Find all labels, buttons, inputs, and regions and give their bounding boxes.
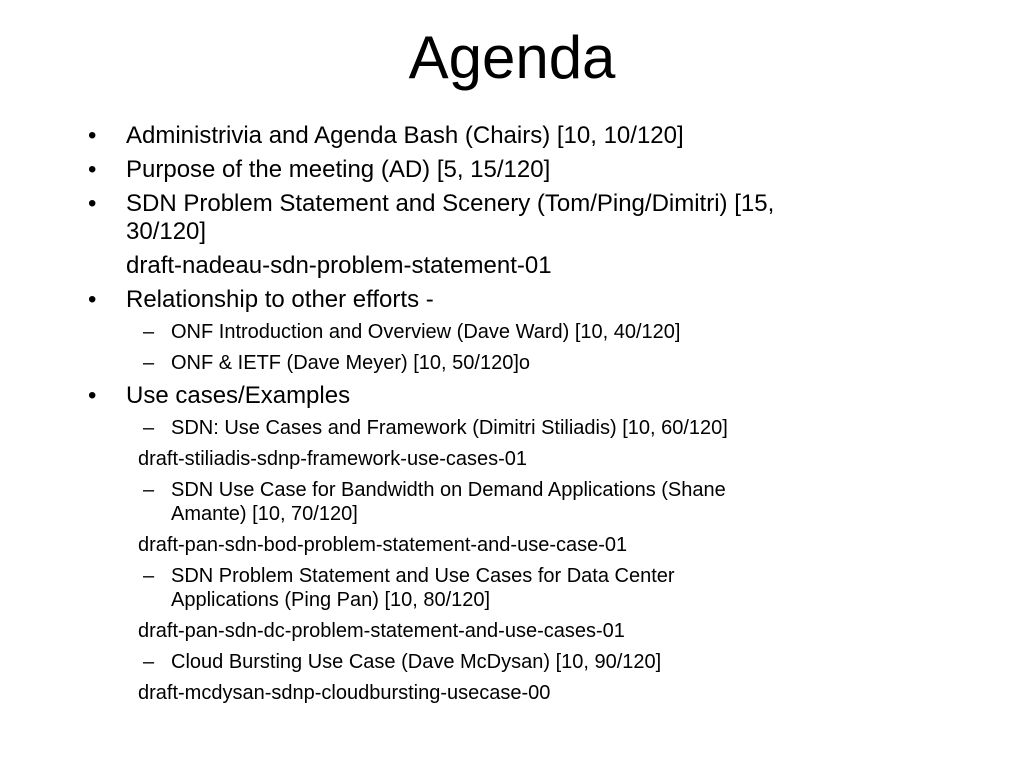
slide-title: Agenda bbox=[408, 24, 616, 91]
draft-name: draft-stiliadis-sdnp-framework-use-cases-01 bbox=[138, 448, 528, 470]
dash-marker: – bbox=[143, 651, 155, 673]
agenda-item-problem-statement-cont: 30/120] bbox=[126, 218, 207, 245]
bullet-marker: • bbox=[88, 122, 97, 149]
draft-name: draft-mcdysan-sdnp-cloudbursting-usecase-00 bbox=[138, 682, 551, 704]
dash-marker: – bbox=[143, 565, 155, 587]
sub-item-data-center: SDN Problem Statement and Use Cases for Data Center bbox=[171, 565, 675, 587]
dash-marker: – bbox=[143, 479, 155, 501]
sub-item-use-cases-framework: SDN: Use Cases and Framework (Dimitri Stiliadis) [10, 60/120] bbox=[171, 417, 728, 439]
draft-name: draft-pan-sdn-bod-problem-statement-and-use-case-01 bbox=[138, 534, 628, 556]
dash-marker: – bbox=[143, 321, 155, 343]
bullet-marker: • bbox=[88, 190, 97, 217]
agenda-item-purpose: Purpose of the meeting (AD) [5, 15/120] bbox=[126, 156, 551, 183]
bullet-marker: • bbox=[88, 382, 97, 409]
dash-marker: – bbox=[143, 352, 155, 374]
agenda-item-relationship: Relationship to other efforts - bbox=[126, 286, 434, 313]
sub-item-onf-ietf: ONF & IETF (Dave Meyer) [10, 50/120]o bbox=[171, 352, 531, 374]
sub-item-cloud-bursting: Cloud Bursting Use Case (Dave McDysan) [10, 90/120] bbox=[171, 651, 662, 673]
sub-item-bandwidth-on-demand-cont: Amante) [10, 70/120] bbox=[171, 503, 358, 525]
agenda-item-problem-statement: SDN Problem Statement and Scenery (Tom/Ping/Dimitri) [15, bbox=[126, 190, 775, 217]
sub-item-onf-introduction: ONF Introduction and Overview (Dave Ward) [10, 40/120] bbox=[171, 321, 681, 343]
dash-marker: – bbox=[143, 417, 155, 439]
bullet-marker: • bbox=[88, 286, 97, 313]
draft-name: draft-pan-sdn-dc-problem-statement-and-use-cases-01 bbox=[138, 620, 625, 642]
agenda-item-administrivia: Administrivia and Agenda Bash (Chairs) [10, 10/120] bbox=[126, 122, 684, 149]
draft-name: draft-nadeau-sdn-problem-statement-01 bbox=[126, 252, 552, 279]
agenda-item-use-cases: Use cases/Examples bbox=[126, 382, 351, 409]
bullet-marker: • bbox=[88, 156, 97, 183]
sub-item-bandwidth-on-demand: SDN Use Case for Bandwidth on Demand Applications (Shane bbox=[171, 479, 726, 501]
sub-item-data-center-cont: Applications (Ping Pan) [10, 80/120] bbox=[171, 589, 491, 611]
